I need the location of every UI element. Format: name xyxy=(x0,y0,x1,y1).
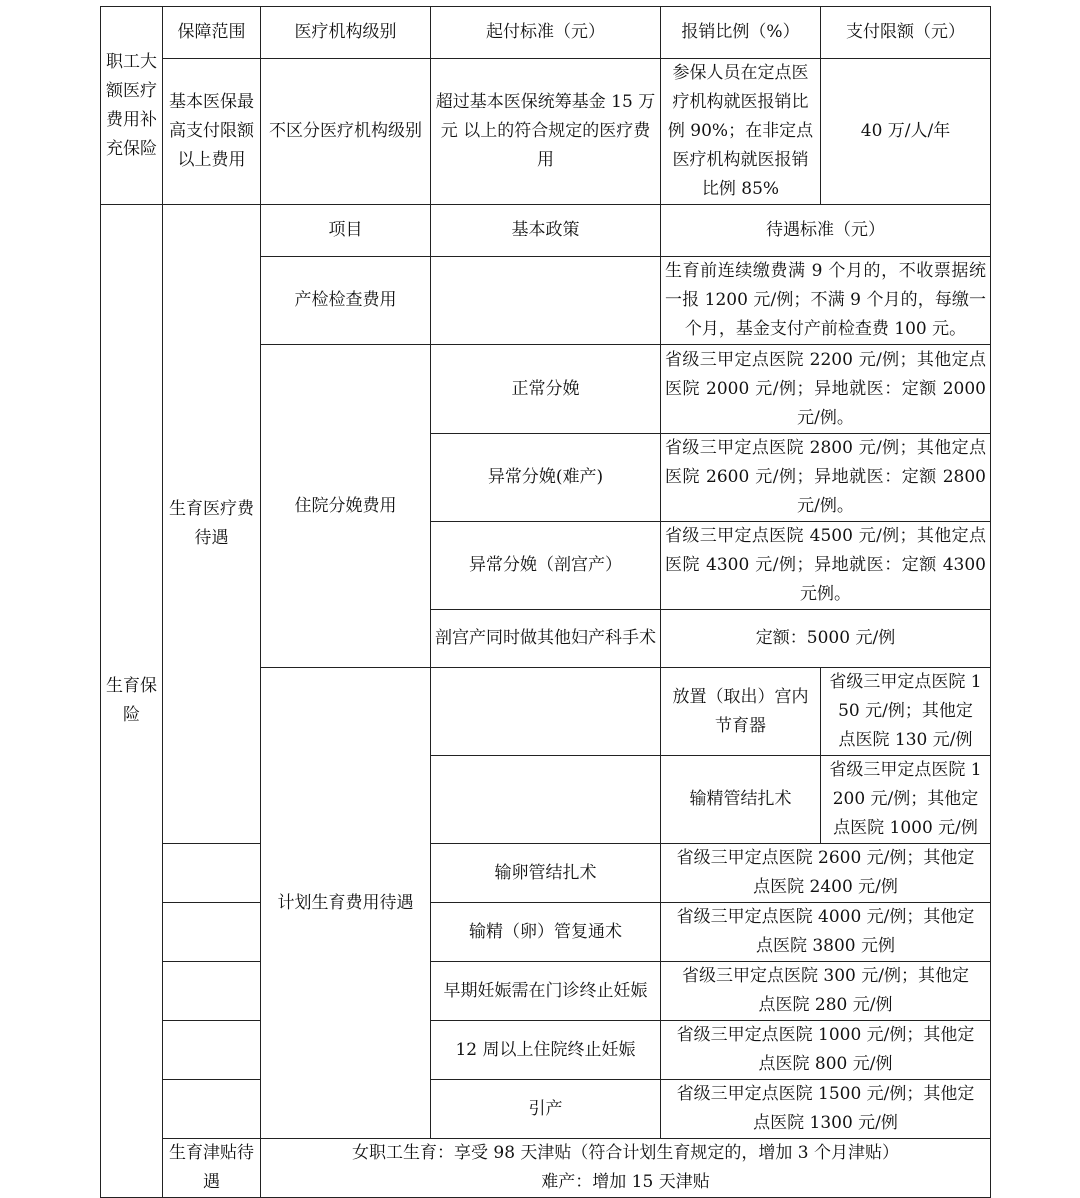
planned-group-label: 计划生育费用待遇 xyxy=(261,668,431,1139)
planned-policy: 12 周以上住院终止妊娠 xyxy=(431,1021,661,1080)
planned-standard: 省级三甲定点医院 150 元/例；其他定 点医院 130 元/例 xyxy=(821,668,991,756)
supplementary-ratio: 参保人员在定点医疗机构就医报销比例 90%；在非定点医疗机构就医报销比例 85% xyxy=(661,59,821,205)
planned-item-blank xyxy=(163,962,261,1021)
planned-item-blank xyxy=(163,1080,261,1139)
category-cell-maternity: 生育保险 xyxy=(101,205,163,1198)
hospital-standard: 省级三甲定点医院 2800 元/例；其他定点医院 2600 元/例；异地就医：定额 2800 元/例。 xyxy=(661,434,991,522)
supplementary-level: 不区分医疗机构级别 xyxy=(261,59,431,205)
header-level: 医疗机构级别 xyxy=(261,7,431,59)
subheader-item: 项目 xyxy=(261,205,431,257)
planned-standard: 省级三甲定点医院 4000 元/例；其他定 点医院 3800 元例 xyxy=(661,903,991,962)
hospital-policy: 剖宫产同时做其他妇产科手术 xyxy=(431,610,661,668)
hospital-policy: 异常分娩（剖宫产） xyxy=(431,522,661,610)
insurance-benefits-table xyxy=(100,6,991,1198)
supplementary-row xyxy=(101,59,991,205)
planned-policy: 输精（卵）管复通术 xyxy=(431,903,661,962)
planned-item-blank xyxy=(163,903,261,962)
header-ratio: 报销比例（%） xyxy=(661,7,821,59)
subheader-policy: 基本政策 xyxy=(431,205,661,257)
supplementary-limit: 40 万/人/年 xyxy=(821,59,991,205)
planned-item-blank xyxy=(163,1021,261,1080)
medical-group-label: 生育医疗费待遇 xyxy=(163,205,261,844)
category-cell-supplementary: 职工大额医疗费用补充保险 xyxy=(101,7,163,205)
supplementary-threshold: 超过基本医保统筹基金 15 万元 以上的符合规定的医疗费用 xyxy=(431,59,661,205)
subheader-standard: 待遇标准（元） xyxy=(661,205,991,257)
prenatal-standard: 生育前连续缴费满 9 个月的，不收票据统一报 1200 元/例；不满 9 个月的，每缴一个月，基金支付产前检查费 100 元。 xyxy=(661,257,991,345)
hospital-standard: 省级三甲定点医院 2200 元/例；其他定点医院 2000 元/例；异地就医：定额 2000 元/例。 xyxy=(661,345,991,434)
allowance-row xyxy=(101,1139,991,1198)
planned-policy: 放置（取出）宫内节育器 xyxy=(661,668,821,756)
header-threshold: 起付标准（元） xyxy=(431,7,661,59)
planned-item-blank xyxy=(163,844,261,903)
hospital-delivery-label: 住院分娩费用 xyxy=(261,345,431,668)
planned-standard: 省级三甲定点医院 1000 元/例；其他定 点医院 800 元/例 xyxy=(661,1021,991,1080)
planned-standard: 省级三甲定点医院 1200 元/例；其他定 点医院 1000 元/例 xyxy=(821,756,991,844)
planned-row xyxy=(101,1021,991,1080)
allowance-text: 女职工生育：享受 98 天津贴（符合计划生育规定的，增加 3 个月津贴） 难产：增加 15 天津贴 xyxy=(261,1139,991,1198)
planned-standard: 省级三甲定点医院 2600 元/例；其他定 点医院 2400 元/例 xyxy=(661,844,991,903)
planned-row xyxy=(101,962,991,1021)
maternity-subheader-row xyxy=(101,205,991,257)
hospital-standard: 省级三甲定点医院 4500 元/例；其他定点医院 4300 元/例；异地就医：定额 4300 元例。 xyxy=(661,522,991,610)
hospital-standard: 定额：5000 元/例 xyxy=(661,610,991,668)
hospital-policy: 异常分娩(难产) xyxy=(431,434,661,522)
planned-policy: 早期妊娠需在门诊终止妊娠 xyxy=(431,962,661,1021)
header-scope: 保障范围 xyxy=(163,7,261,59)
planned-row xyxy=(101,844,991,903)
header-row xyxy=(101,7,991,59)
header-limit: 支付限额（元） xyxy=(821,7,991,59)
planned-policy: 引产 xyxy=(431,1080,661,1139)
prenatal-policy xyxy=(431,257,661,345)
planned-policy: 输卵管结扎术 xyxy=(431,844,661,903)
supplementary-scope: 基本医保最高支付限额以上费用 xyxy=(163,59,261,205)
planned-item-blank xyxy=(431,668,661,756)
planned-row xyxy=(101,1080,991,1139)
hospital-policy: 正常分娩 xyxy=(431,345,661,434)
planned-standard: 省级三甲定点医院 300 元/例；其他定 点医院 280 元/例 xyxy=(661,962,991,1021)
planned-item-blank xyxy=(431,756,661,844)
planned-standard: 省级三甲定点医院 1500 元/例；其他定 点医院 1300 元/例 xyxy=(661,1080,991,1139)
prenatal-item: 产检检查费用 xyxy=(261,257,431,345)
allowance-label: 生育津贴待遇 xyxy=(163,1139,261,1198)
planned-row xyxy=(101,903,991,962)
planned-policy: 输精管结扎术 xyxy=(661,756,821,844)
